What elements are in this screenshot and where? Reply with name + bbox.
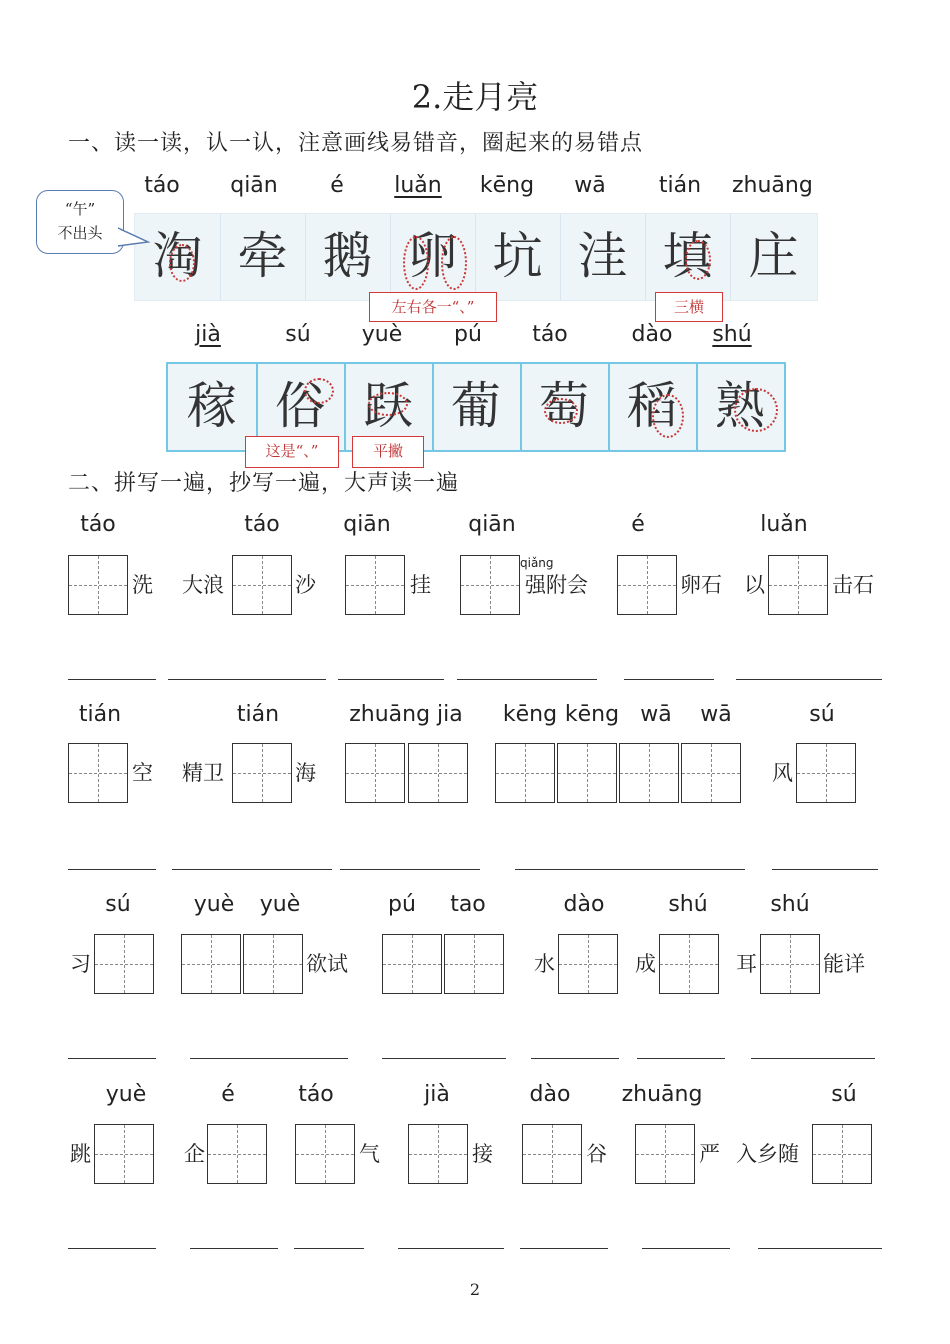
writing-box[interactable] <box>617 555 677 615</box>
copy-line[interactable] <box>531 1058 619 1059</box>
pinyin: é <box>631 512 645 537</box>
word-text: 接 <box>472 1142 493 1166</box>
copy-line[interactable] <box>398 1248 504 1249</box>
pinyin: dào <box>631 322 673 347</box>
writing-box[interactable] <box>232 743 292 803</box>
copy-line[interactable] <box>190 1058 348 1059</box>
section-2-heading: 二、拼写一遍，抄写一遍，大声读一遍 <box>68 471 460 496</box>
writing-box[interactable] <box>619 743 679 803</box>
error-circle <box>685 240 711 280</box>
word-text: 大浪 <box>182 573 224 597</box>
copy-line[interactable] <box>68 679 156 680</box>
error-circle <box>544 398 578 424</box>
writing-box[interactable] <box>68 555 128 615</box>
pinyin: sú <box>831 1082 857 1107</box>
copy-line[interactable] <box>457 679 597 680</box>
writing-box[interactable] <box>460 555 520 615</box>
character: 萄 <box>520 364 610 450</box>
writing-box[interactable] <box>635 1124 695 1184</box>
character: 跃 <box>344 364 434 450</box>
pinyin: wā <box>700 702 732 727</box>
word-text: 挂 <box>410 573 431 597</box>
word-text: 沙 <box>295 573 316 597</box>
pinyin: qiān <box>230 173 278 198</box>
pinyin: pú <box>454 322 482 347</box>
pinyin: tián <box>236 702 280 727</box>
word-text: 耳 <box>736 952 757 976</box>
pinyin: táo <box>80 512 116 537</box>
character: 葡 <box>432 364 522 450</box>
error-circle <box>734 388 778 432</box>
copy-line[interactable] <box>772 869 878 870</box>
pinyin: yuè <box>193 892 235 917</box>
pinyin: yuè <box>259 892 301 917</box>
word-text: 卵石 <box>680 573 722 597</box>
copy-line[interactable] <box>515 869 745 870</box>
writing-box[interactable] <box>444 934 504 994</box>
writing-box[interactable] <box>345 555 405 615</box>
word-text: 入乡随 <box>736 1142 799 1166</box>
writing-box[interactable] <box>232 555 292 615</box>
pinyin: tián <box>658 173 702 198</box>
character: 稻 <box>608 364 698 450</box>
pinyin: dào <box>563 892 605 917</box>
character: 牵 <box>220 214 306 300</box>
note-luan: 左右各一“、” <box>369 292 497 322</box>
pinyin: jià <box>424 1082 450 1107</box>
pinyin: sú <box>285 322 311 347</box>
word-text: 海 <box>295 761 316 785</box>
pinyin-small: qiǎng <box>520 556 554 570</box>
writing-box[interactable] <box>408 1124 468 1184</box>
writing-box[interactable] <box>408 743 468 803</box>
note-yue: 平撇 <box>352 436 424 468</box>
copy-line[interactable] <box>520 1248 608 1249</box>
character: 稼 <box>168 364 258 450</box>
character: 庄 <box>748 227 799 285</box>
copy-line[interactable] <box>172 869 332 870</box>
pinyin: wā <box>640 702 672 727</box>
word-text: 能详 <box>823 952 865 976</box>
pinyin: pú <box>388 892 416 917</box>
pinyin: zhuāng <box>621 1082 703 1107</box>
copy-line[interactable] <box>624 679 714 680</box>
word-text: 谷 <box>586 1142 607 1166</box>
pinyin: yuè <box>361 322 403 347</box>
word-text: 企 <box>184 1142 205 1166</box>
pinyin: zhuāng <box>732 173 813 198</box>
word-text: 习 <box>70 952 91 976</box>
copy-line[interactable] <box>190 1248 278 1249</box>
pinyin: é <box>330 173 344 198</box>
writing-box[interactable] <box>558 934 618 994</box>
character: 填 <box>645 214 731 300</box>
error-circle <box>304 378 334 404</box>
error-circle <box>169 244 195 282</box>
pinyin: táo <box>532 322 568 347</box>
writing-box[interactable] <box>345 743 405 803</box>
copy-line[interactable] <box>338 679 444 680</box>
word-text: 气 <box>359 1142 380 1166</box>
word-text: 击石 <box>832 573 874 597</box>
word-text: 精卫 <box>182 761 224 785</box>
pinyin: jià <box>195 322 221 347</box>
character: 鹅 <box>305 214 391 300</box>
pinyin: luǎn <box>394 173 442 198</box>
writing-box[interactable] <box>659 934 719 994</box>
copy-line[interactable] <box>68 869 156 870</box>
character: 俗 <box>256 364 346 450</box>
word-text: 成 <box>635 952 656 976</box>
pinyin: é <box>221 1082 235 1107</box>
note-su: 这是“、” <box>245 436 339 468</box>
copy-line[interactable] <box>294 1248 364 1249</box>
writing-box[interactable] <box>207 1124 267 1184</box>
pinyin: táo <box>144 173 180 198</box>
copy-line[interactable] <box>68 1058 156 1059</box>
word-text: 严 <box>699 1142 720 1166</box>
character: 淘 <box>135 214 221 300</box>
writing-box[interactable] <box>768 555 828 615</box>
writing-box[interactable] <box>243 934 303 994</box>
word-text: 强附会 <box>525 573 588 597</box>
copy-line[interactable] <box>68 1248 156 1249</box>
writing-box[interactable] <box>295 1124 355 1184</box>
page-number: 2 <box>469 1280 481 1299</box>
pinyin: wā <box>574 173 606 198</box>
page-title: 2.走月亮 <box>411 78 539 116</box>
character: 洼 <box>560 214 646 300</box>
word-text: 空 <box>132 761 153 785</box>
writing-box[interactable] <box>68 743 128 803</box>
pinyin: yuè <box>105 1082 147 1107</box>
character: 熟 <box>715 377 765 435</box>
word-text: 水 <box>534 952 555 976</box>
section-1-heading: 一、读一读，认一认，注意画线易错音，圈起来的易错点 <box>68 131 644 156</box>
word-text: 洗 <box>132 573 153 597</box>
pinyin: táo <box>244 512 280 537</box>
error-circle <box>368 392 408 416</box>
note-tian: 三横 <box>655 292 723 322</box>
writing-box[interactable] <box>382 934 442 994</box>
bubble-tail-icon <box>118 222 152 252</box>
pinyin: luǎn <box>760 512 808 537</box>
error-circle <box>441 236 467 290</box>
writing-box[interactable] <box>812 1124 872 1184</box>
bubble-text-2: 不出头 <box>57 224 103 242</box>
writing-box[interactable] <box>495 743 555 803</box>
writing-box[interactable] <box>94 934 154 994</box>
writing-box[interactable] <box>760 934 820 994</box>
error-circle <box>652 394 684 438</box>
word-text: 跳 <box>70 1142 91 1166</box>
copy-line[interactable] <box>382 1058 506 1059</box>
writing-box[interactable] <box>681 743 741 803</box>
pinyin: qiān <box>468 512 516 537</box>
pinyin: zhuāng jia <box>349 702 463 727</box>
character: 坑 <box>475 214 561 300</box>
pinyin: dào <box>529 1082 571 1107</box>
bubble-text-1: “午” <box>64 200 96 218</box>
pinyin: kēng <box>502 702 558 727</box>
writing-box[interactable] <box>181 934 241 994</box>
word-text: 风 <box>772 761 793 785</box>
pinyin: tián <box>78 702 122 727</box>
pinyin: sú <box>809 702 835 727</box>
pinyin: shú <box>712 322 752 347</box>
copy-line[interactable] <box>637 1058 725 1059</box>
pinyin: táo <box>298 1082 334 1107</box>
writing-box[interactable] <box>796 743 856 803</box>
copy-line[interactable] <box>736 679 882 680</box>
writing-box[interactable] <box>94 1124 154 1184</box>
character-strip-1 <box>134 213 818 301</box>
pinyin: qiān <box>343 512 391 537</box>
word-text: 欲试 <box>306 952 348 976</box>
word-text: 以 <box>744 573 765 597</box>
error-circle <box>403 236 429 290</box>
pinyin: tao <box>450 892 486 917</box>
pinyin: kēng <box>479 173 535 198</box>
copy-line[interactable] <box>642 1248 730 1249</box>
copy-line[interactable] <box>168 679 326 680</box>
copy-line[interactable] <box>340 869 480 870</box>
pinyin: shú <box>770 892 810 917</box>
character: 卵 <box>390 214 476 300</box>
copy-line[interactable] <box>751 1058 875 1059</box>
pinyin: shú <box>668 892 708 917</box>
writing-box[interactable] <box>522 1124 582 1184</box>
pinyin: kēng <box>564 702 620 727</box>
copy-line[interactable] <box>758 1248 882 1249</box>
writing-box[interactable] <box>557 743 617 803</box>
note-bubble <box>36 190 124 254</box>
pinyin: sú <box>105 892 131 917</box>
